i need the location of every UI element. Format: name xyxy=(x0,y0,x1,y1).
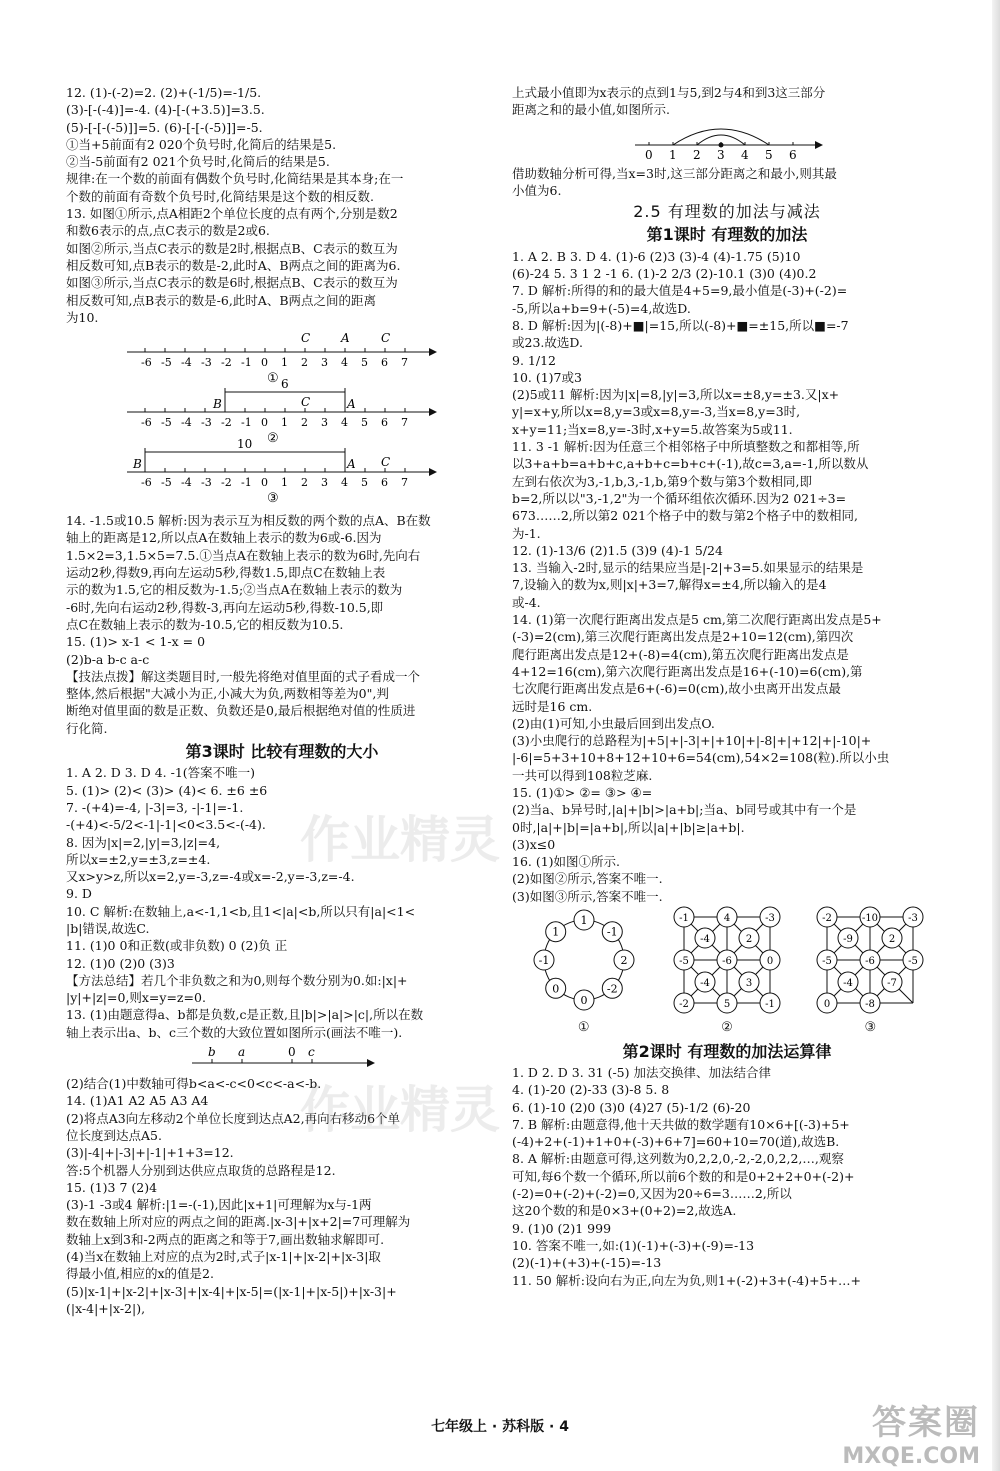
point-label: C xyxy=(301,395,311,410)
tick-label: 2 xyxy=(693,147,701,162)
text-line: b=2,所以以"3,-1,2"为一个循环组依次循环.因为2 021÷3= xyxy=(512,490,847,506)
text-line: 点C在数轴上表示的数为-10.5,它的相反数为10.5. xyxy=(66,616,344,632)
text-line: 轴上表示出a、b、c三个数的大致位置如图所示(画法不唯一). xyxy=(66,1024,403,1040)
text-line: 9. (1)0 (2)1 999 xyxy=(512,1220,612,1236)
grid-node-value: -3 xyxy=(765,913,775,925)
text-line: 9. D xyxy=(66,886,92,902)
text-line: 以3+a+b=a+b+c,a+b+c=b+c+(-1),故c=3,a=-1,所以数从 xyxy=(512,456,869,472)
tick-label: 0 xyxy=(645,147,653,162)
node-value: -2 xyxy=(606,982,618,996)
node-value: -1 xyxy=(538,954,550,968)
text-line: 个数的前面有奇数个负号时,化简结果是这个数的相反数. xyxy=(66,188,374,204)
tick-label: -2 xyxy=(221,476,232,490)
tick-label: 2 xyxy=(301,416,308,430)
text-line: 1. A 2. D 3. D 4. -1(答案不唯一) xyxy=(66,765,256,781)
text-line: 13. 当输入-2时,显示的结果应当是|-2|+3=5.如果显示的结果是 xyxy=(512,560,864,576)
tick-label: 4 xyxy=(341,476,348,490)
tick-label: 4 xyxy=(741,147,749,162)
text-line: 14. (1)A1 A2 A5 A3 A4 xyxy=(66,1093,209,1109)
lesson-heading-addition: 第1课时 有理数的加法 xyxy=(646,225,808,245)
logo-url: MXQE.COM xyxy=(842,1444,980,1469)
grid-node-value: -10 xyxy=(862,913,879,925)
text-line: 【技法点拨】解这类题目时,一般先将绝对值里面的式子看成一个 xyxy=(66,668,420,684)
tick-label: -4 xyxy=(181,476,192,490)
axis-arrow xyxy=(429,468,437,476)
text-line: (3)小虫爬行的总路程为|+5|+|-3|+|+10|+|-8|+|+12|+|-10|+ xyxy=(512,733,872,749)
node-value: 1 xyxy=(551,925,559,939)
figure-grid-3 xyxy=(815,905,925,1037)
text-line: 距离之和的最小值,如图所示. xyxy=(512,102,670,118)
text-line: 8. D 解析:因为|(-8)+■|=15,所以(-8)+■=±15,所以■=-7 xyxy=(512,317,849,333)
point-label: C xyxy=(301,331,311,346)
tick-label: 3 xyxy=(321,356,328,370)
text-line: 借助数轴分析可得,当x=3时,这三部分距离之和最小,则其最 xyxy=(512,165,837,181)
text-line: 所以x=±2,y=±3,z=±4. xyxy=(66,851,211,867)
tick-label: 4 xyxy=(341,416,348,430)
tick-label: 6 xyxy=(381,356,388,370)
text-line: 15. (1)> x-1 < 1-x = 0 xyxy=(66,634,206,650)
text-line: (3)-[-(-4)]=-4. (4)-[-(+3.5)]=3.5. xyxy=(66,102,265,118)
text-line: |y|+|z|=0,则x=y=z=0. xyxy=(66,990,206,1006)
text-line: -5,所以a+b=9+(-5)=4,故选D. xyxy=(512,300,691,316)
tick-label: -3 xyxy=(201,416,212,430)
text-line: (-3)=2(cm),第三次爬行距离出发点是2+10=12(cm),第四次 xyxy=(512,629,854,645)
text-line: 14. (1)第一次爬行距离出发点是5 cm,第二次爬行距离出发点是5+ xyxy=(512,612,882,628)
grid-node-value: 5 xyxy=(723,999,731,1011)
point-label: C xyxy=(381,331,391,346)
text-line: (3)如图③所示,答案不唯一. xyxy=(512,888,663,904)
text-line: 12. (1)-(-2)=2. (2)+(-1/5)=-1/5. xyxy=(66,85,262,100)
answer-block-12-13 xyxy=(66,84,498,326)
distance-label: 10 xyxy=(237,437,253,452)
tick-label: -3 xyxy=(201,356,212,370)
text-line: 8. 因为|x|=2,|y|=3,|z|=4, xyxy=(66,834,221,850)
lesson-heading-addition-laws: 第2课时 有理数的加法运算律 xyxy=(622,1041,832,1061)
grid-node-value: -1 xyxy=(679,913,689,925)
tick-label: 3 xyxy=(321,476,328,490)
page-binding-edge xyxy=(992,0,1000,1471)
answer-continuation xyxy=(512,84,942,119)
answer-block-lesson2 xyxy=(512,1064,942,1289)
text-line: 左到右依次为3,-1,b,3,-1,b,第9个数与第3个数相同,即 xyxy=(512,473,812,489)
text-line: 小值为6. xyxy=(512,182,562,198)
point-label: A xyxy=(347,457,356,472)
text-line: (2)5或11 解析:因为|x|=8,|y|=3,所以x=±8,y=±3.又|x+ xyxy=(512,387,840,403)
text-line: 7. -(+4)=-4, |-3|=3, -|-1|=-1. xyxy=(66,799,244,815)
tick-label: 3 xyxy=(717,147,725,162)
text-line: 上式最小值即为x表示的点到1与5,到2与4和到3这三部分 xyxy=(512,85,826,100)
text-line: ①当+5前面有2 020个负号时,化简后的结果是5. xyxy=(66,136,337,152)
text-line: 1. D 2. D 3. 31 (-5) 加法交换律、加法结合律 xyxy=(512,1064,771,1080)
point-x3 xyxy=(719,142,724,147)
text-line: 6. (1)-10 (2)0 (3)0 (4)27 (5)-1/2 (6)-20 xyxy=(512,1099,751,1115)
text-line: 或23.故选D. xyxy=(512,335,583,351)
text-line: 远时是16 cm. xyxy=(512,698,593,714)
text-line: 13. 如图①所示,点A相距2个单位长度的点有两个,分别是数2 xyxy=(66,206,398,222)
text-line: 相反数可知,点B表示的数是-2,此时A、B两点之间的距离为6. xyxy=(66,257,401,273)
number-line-figures xyxy=(117,328,447,510)
text-line: 示的数为1.5,它的相反数为-1.5;②当点A在数轴上表示的数为 xyxy=(66,582,403,598)
figure-label-2: ② xyxy=(721,1020,733,1036)
text-line: x+y=11;当x=8,y=-3时,x+y=5.故答案为5或11. xyxy=(512,421,793,437)
grid-node-value: -2 xyxy=(679,999,689,1011)
grid-node-value: -6 xyxy=(722,956,732,968)
grid-node-value: -1 xyxy=(765,999,775,1011)
text-line: (2)如图②所示,答案不唯一. xyxy=(512,871,663,887)
tick-label: -6 xyxy=(141,476,152,490)
node-value: 1 xyxy=(580,914,588,928)
text-line: 又x>y>z,所以x=2,y=-3,z=-4或x=-2,y=-3,z=-4. xyxy=(66,869,355,885)
node-value: 0 xyxy=(551,982,559,996)
text-line: 运动2秒,得数9,再向左运动5秒,得数1.5,即点C在数轴上表 xyxy=(66,565,386,581)
tick-label: 1 xyxy=(281,476,288,490)
text-line: y|=x+y,所以x=8,y=3或x=8,y=-3,当x=8,y=3时, xyxy=(512,404,801,420)
node-value: 2 xyxy=(620,954,628,968)
text-line: 10. C 解析:在数轴上,a<-1,1<b,且1<|a|<b,所以只有|a|<1< xyxy=(66,903,416,919)
origin-label: 0 xyxy=(288,1045,296,1060)
right-column xyxy=(512,84,942,1289)
point-label: C xyxy=(381,455,391,470)
grid-node-value: 2 xyxy=(745,934,753,946)
text-line: 0时,|a|+|b|=|a+b|,所以|a|+|b|≥|a+b|. xyxy=(512,819,745,835)
tick-label: 5 xyxy=(361,416,368,430)
text-line: (6)-24 5. 3 1 2 -1 6. (1)-2 2/3 (2)-10.1 (3)0 (4)0.2 xyxy=(512,266,817,282)
grid-node-value: 2 xyxy=(889,934,896,946)
text-line: 得最小值,相应的x的值是2. xyxy=(66,1266,214,1282)
grid-node-value: 0 xyxy=(766,956,774,968)
text-line: 12. (1)0 (2)0 (3)3 xyxy=(66,955,175,971)
tick-label: -1 xyxy=(241,476,252,490)
tick-label: -5 xyxy=(161,356,172,370)
figures-16 xyxy=(512,905,942,1037)
text-line: 为-1. xyxy=(512,525,541,541)
grid-node-value: 3 xyxy=(745,978,753,990)
tick-label: 4 xyxy=(341,356,348,370)
text-line: 4. (1)-20 (2)-33 (3)-8 5. 8 xyxy=(512,1082,670,1098)
grid-node-value: -5 xyxy=(679,956,689,968)
text-line: 断绝对值里面的数是正数、负数还是0,最后根据绝对值的性质进 xyxy=(66,703,416,719)
text-line: 11. 50 解析:设向右为正,向左为负,则1+(-2)+3+(-4)+5+…+ xyxy=(512,1272,861,1288)
text-line: 或-4. xyxy=(512,594,541,610)
tick-label: -1 xyxy=(241,416,252,430)
grid-node-value: -4 xyxy=(843,978,854,990)
tick-label: 7 xyxy=(401,476,408,490)
node-value: -1 xyxy=(606,925,618,939)
tick-label: 3 xyxy=(321,416,328,430)
text-line: 8. A 解析:由题意可得,这列数为0,2,2,0,-2,-2,0,2,2,…,观察 xyxy=(512,1151,844,1167)
text-line: 7,设输入的数为x,则|x|+3=7,解得x=±4,所以输入的是4 xyxy=(512,577,827,593)
grid-node-value: -8 xyxy=(865,999,876,1011)
answer-conclusion xyxy=(512,165,942,200)
text-line: 如图③所示,当点C表示的数是6时,根据点B、C表示的数互为 xyxy=(66,275,398,291)
text-line: 轴上的距离是12,所以点A在数轴上表示的数为6或-6.因为 xyxy=(66,530,382,546)
grid-node-value: -5 xyxy=(822,956,833,968)
grid-node-value: -9 xyxy=(843,934,854,946)
tick-label: -5 xyxy=(161,416,172,430)
tick-label: -3 xyxy=(201,476,212,490)
text-line: 和数6表示的点,点C表示的数是2或6. xyxy=(66,223,270,239)
text-line: (-4)+2+(-1)+1+0+(-3)+6+7]=60+10=70(道),故选B. xyxy=(512,1134,840,1150)
text-line: -6时,先向右运动2秒,得数-3,再向左运动5秒,得数-10.5,即 xyxy=(66,599,384,615)
text-line: -(+4)<-5/2<-1|-1|<0<3.5<-(-4). xyxy=(66,817,266,833)
watermark-1: 作业精灵 xyxy=(300,811,500,869)
text-line: (-2)=0+(-2)+(-2)=0,又因为20÷6=3……2,所以 xyxy=(512,1186,792,1202)
text-line: 1. A 2. B 3. D 4. (1)-6 (2)3 (3)-4 (4)-1.75 (5)10 xyxy=(512,248,801,264)
page-footer: 七年级上 · 苏科版 · 4 xyxy=(431,1419,569,1435)
watermark-2: 作业精灵 xyxy=(300,1081,500,1139)
text-line: (3)-1 -3或4 解析:|1=-(-1),因此|x+1|可理解为x与-1两 xyxy=(66,1197,372,1213)
tick-label: 2 xyxy=(301,476,308,490)
tick-label: 7 xyxy=(401,416,408,430)
text-line: 为10. xyxy=(66,309,99,325)
text-line: 规律:在一个数的前面有偶数个负号时,化简结果是其本身;在一 xyxy=(66,171,404,187)
axis-arrow xyxy=(429,348,437,356)
figure-circle-ring xyxy=(529,905,639,1037)
text-line: (3)x≤0 xyxy=(512,836,556,852)
text-line: 可知,每6个数一个循环,所以前6个数的和是0+2+2+0+(-2)+ xyxy=(512,1168,855,1184)
text-line: 4+12=16(cm),第六次爬行距离出发点是16+(-10)=6(cm),第 xyxy=(512,663,863,679)
tick-label: 0 xyxy=(261,476,268,490)
text-line: 15. (1)①> ②= ③> ④= xyxy=(512,784,653,800)
tick-label: 1 xyxy=(669,147,677,162)
text-line: 5. (1)> (2)< (3)> (4)< 6. ±6 ±6 xyxy=(66,782,268,798)
point-label: B xyxy=(133,457,142,472)
node-value: 0 xyxy=(580,994,588,1008)
point-c-label: c xyxy=(308,1045,315,1060)
figure-label-1: ① xyxy=(577,1020,590,1036)
text-line: 10. (1)7或3 xyxy=(512,369,582,385)
text-line: (2)b-a b-c a-c xyxy=(66,651,150,667)
text-line: 673……2,所以第2 021个格子中的数与第2个格子中的数相同, xyxy=(512,508,858,524)
text-line: 9. 1/12 xyxy=(512,352,556,368)
text-line: 位长度到达点A5. xyxy=(66,1127,162,1143)
tick-label: 0 xyxy=(261,416,268,430)
tick-label: 6 xyxy=(789,147,797,162)
text-line: 11. 3 -1 解析:因为任意三个相邻格子中所填整数之和都相等,所 xyxy=(512,439,860,455)
point-a-label: a xyxy=(238,1045,246,1060)
text-line: 一共可以得到108粒芝麻. xyxy=(512,767,653,783)
distance-arc-number-line xyxy=(627,121,827,163)
figure-caption: ③ xyxy=(267,491,279,507)
grid-node-value: -7 xyxy=(887,978,898,990)
grid-node-value: -5 xyxy=(908,956,919,968)
grid-node-value: 4 xyxy=(723,913,731,925)
point-label: B xyxy=(213,397,222,412)
text-line: 【方法总结】若几个非负数之和为0,则每个数分别为0.如:|x|+ xyxy=(66,972,408,988)
tick-label: 0 xyxy=(261,356,268,370)
text-line: (2)当a、b异号时,|a|+|b|>|a+b|;当a、b同号或其中有一个是 xyxy=(512,802,857,818)
tick-label: 7 xyxy=(401,356,408,370)
axis-arrow xyxy=(429,408,437,416)
text-line: 12. (1)-13/6 (2)1.5 (3)9 (4)-1 5/24 xyxy=(512,542,723,558)
tick-label: 5 xyxy=(361,476,368,490)
lesson-heading-compare: 第3课时 比较有理数的大小 xyxy=(185,742,379,762)
text-line: (2)(-1)+(+3)+(-15)=-13 xyxy=(512,1255,662,1271)
tick-label: 5 xyxy=(765,147,773,162)
text-line: 如图②所示,当点C表示的数是2时,根据点B、C表示的数互为 xyxy=(66,240,398,256)
text-line: 14. -1.5或10.5 解析:因为表示互为相反数的两个数的点A、B在数 xyxy=(66,513,431,529)
text-line: (2)将点A3向左移动2个单位长度到达点A2,再向右移动6个单 xyxy=(66,1110,401,1126)
text-line: 数在数轴上所对应的两点之间的距离.|x-3|+|x+2|=7可理解为 xyxy=(66,1214,411,1230)
grid-node-value: -2 xyxy=(822,913,833,925)
tick-label: 2 xyxy=(301,356,308,370)
text-line: (5)|x-1|+|x-2|+|x-3|+|x-4|+|x-5|=(|x-1|+|x-5|)+|x-3|+ xyxy=(66,1283,397,1299)
tick-label: 5 xyxy=(361,356,368,370)
text-line: 16. (1)如图①所示. xyxy=(512,854,621,870)
text-line: 整体,然后根据"大减小为正,小减大为负,两数相等差为0",判 xyxy=(66,686,389,702)
text-line: ②当-5前面有2 021个负号时,化简后的结果是5. xyxy=(66,154,330,170)
tick-label: -4 xyxy=(181,356,192,370)
text-line: (5)-[-[-(-5)]]=5. (6)-[-[-(-5)]]=-5. xyxy=(66,119,263,135)
text-line: 10. 答案不唯一,如:(1)(-1)+(-3)+(-9)=-13 xyxy=(512,1237,755,1253)
text-line: 爬行距离出发点是12+(-8)=4(cm),第五次爬行距离出发点是 xyxy=(512,646,849,662)
text-line: (2)结合(1)中数轴可得b<a<-c<0<c<-a<-b. xyxy=(66,1076,322,1092)
tick-label: -4 xyxy=(181,416,192,430)
text-line: 15. (1)3 7 (2)4 xyxy=(66,1179,158,1195)
text-line: (|x-4|+|x-2|), xyxy=(66,1300,146,1316)
text-line: 相反数可知,点B表示的数是-6,此时A、B两点之间的距离 xyxy=(66,292,377,308)
figure-grid-2 xyxy=(672,905,782,1037)
text-line: 11. (1)0 0和正数(或非负数) 0 (2)负 正 xyxy=(66,938,288,954)
grid-node-value: -3 xyxy=(908,913,919,925)
axis-arrow xyxy=(815,141,823,149)
tick-label: 1 xyxy=(281,356,288,370)
answer-block-14-15 xyxy=(66,512,498,737)
figure-caption: ② xyxy=(267,431,279,447)
chapter-title: 2.5 有理数的加法与减法 xyxy=(633,202,821,222)
point-b-label: b xyxy=(208,1045,216,1060)
grid-node-value: -6 xyxy=(865,956,876,968)
text-line: 数轴上x到3和-2两点的距离之和等于7,画出数轴求解即可. xyxy=(66,1231,385,1247)
text-line: |-6|=5+3+10+8+12+10+6=54(cm),54×2=108(粒).所以小虫 xyxy=(512,750,890,766)
tick-label: 6 xyxy=(381,476,388,490)
tick-label: -6 xyxy=(141,416,152,430)
text-line: (2)由(1)可知,小虫最后回到出发点O. xyxy=(512,715,715,731)
tick-label: -6 xyxy=(141,356,152,370)
figure-label-3: ③ xyxy=(864,1020,877,1036)
text-line: 七次爬行距离出发点是6+(-6)=0(cm),故小虫离开出发点最 xyxy=(512,681,841,697)
text-line: 7. D 解析:所得的和的最大值是4+5=9,最小值是(-3)+(-2)= xyxy=(512,283,848,299)
text-line: (3)|-4|+|-3|+|-1|+1+3=12. xyxy=(66,1145,234,1161)
text-line: 行化简. xyxy=(66,720,108,736)
point-label: A xyxy=(341,331,350,346)
text-line: 7. B 解析:由题意得,他十天共做的数学题有10×6+[(-3)+5+ xyxy=(512,1116,850,1132)
tick-label: -5 xyxy=(161,476,172,490)
answer-block-lesson1 xyxy=(512,248,942,905)
text-line: 这20个数的和是0×3+(0+2)=2,故选A. xyxy=(512,1203,737,1219)
tick-label: -1 xyxy=(241,356,252,370)
point-label: A xyxy=(347,397,356,412)
distance-label: 6 xyxy=(281,377,289,392)
text-line: (4)当x在数轴上对应的点为2时,式子|x-1|+|x-2|+|x-3|取 xyxy=(66,1249,381,1265)
text-line: |b|错误,故选C. xyxy=(66,920,150,936)
site-logo xyxy=(842,1395,980,1469)
text-line: 1.5×2=3,1.5×5=7.5.①当点A在数轴上表示的数为6时,先向右 xyxy=(66,547,421,563)
text-line: 答:5个机器人分别到达供应点取货的总路程是12. xyxy=(66,1162,336,1178)
grid-node-value: 0 xyxy=(824,999,831,1011)
tick-label: -2 xyxy=(221,416,232,430)
abc-number-line xyxy=(182,1043,382,1073)
grid-node-value: -4 xyxy=(700,934,710,946)
tick-label: 1 xyxy=(281,416,288,430)
logo-title: 答案圈 xyxy=(872,1403,980,1443)
grid-node-value: -4 xyxy=(700,978,710,990)
text-line: 13. (1)由题意得a、b都是负数,c是正数,且|b|>|a|>|c|,所以在数 xyxy=(66,1007,424,1023)
tick-label: -2 xyxy=(221,356,232,370)
tick-label: 6 xyxy=(381,416,388,430)
figure-caption: ① xyxy=(267,371,279,387)
